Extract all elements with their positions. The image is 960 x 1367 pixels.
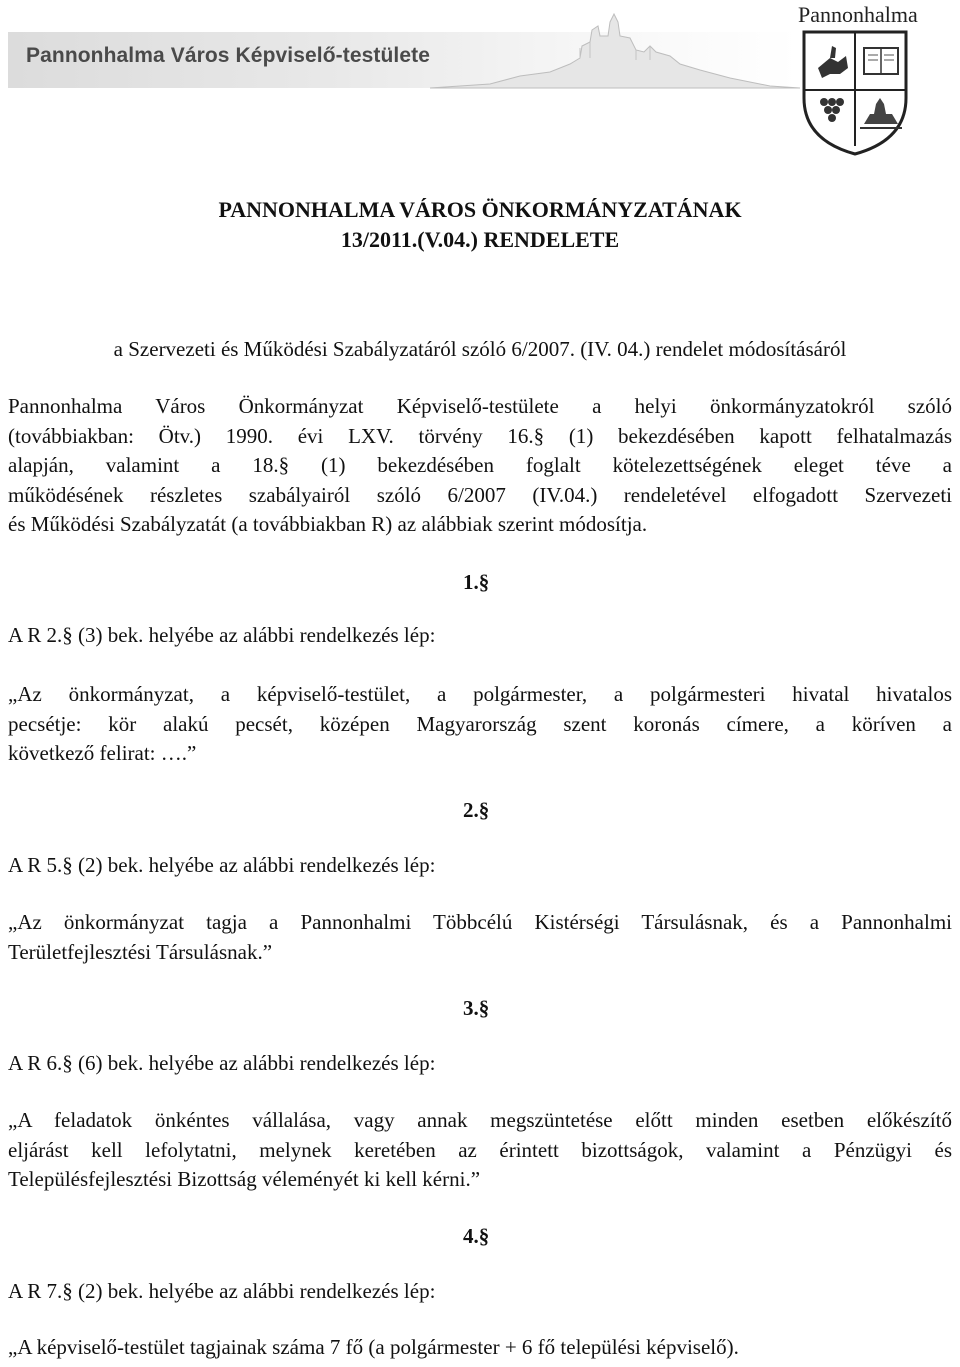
section-body-line: eljárást kell lefolytatni, melynek keretében az érintett bizottságok, valamint a Pénzügyi és: [8, 1137, 952, 1162]
document-subtitle: a Szervezeti és Működési Szabályzatáról szóló 6/2007. (IV. 04.) rendelet módosításáról: [113, 337, 847, 361]
section-body-line: „A feladatok önkéntes vállalása, vagy annak megszüntetése előtt minden esetben előkészítő: [8, 1108, 952, 1132]
preamble-line: alapján, valamint a 18.§ (1) bekezdésében foglalt kötelezettségének eleget téve a: [8, 453, 952, 477]
section-body-line: következő felirat: ….”: [8, 741, 197, 765]
preamble-line: Pannonhalma Város Önkormányzat Képviselő-testülete a helyi önkormányzatokról szóló: [8, 394, 952, 418]
crest-name: Pannonhalma: [798, 2, 918, 27]
section-body: [8, 1333, 952, 1363]
section-body-line: „Az önkormányzat tagja a Pannonhalmi Többcélú Kistérségi Társulásnak, és a Pannonhalmi: [8, 910, 952, 934]
banner-title: Pannonhalma Város Képviselő-testülete: [26, 44, 430, 67]
section-lead: A R 2.§ (3) bek. helyébe az alábbi rendelkezés lép:: [8, 623, 436, 647]
section-lead: A R 5.§ (2) bek. helyébe az alábbi rendelkezés lép:: [8, 853, 436, 877]
preamble-paragraph: [8, 392, 952, 540]
document-title-line1: PANNONHALMA VÁROS ÖNKORMÁNYZATÁNAK: [218, 197, 742, 222]
section-body-line: Településfejlesztési Bizottság véleményét ki kell kérni.”: [8, 1167, 481, 1191]
coat-of-arms-icon: [800, 28, 910, 156]
preamble-line: (továbbiakban: Ötv.) 1990. évi LXV. törvény 16.§ (1) bekezdésében kapott felhatalmazás: [8, 423, 952, 448]
section-number: 2.§: [463, 798, 490, 822]
section-lead: A R 7.§ (2) bek. helyébe az alábbi rendelkezés lép:: [8, 1279, 436, 1303]
section-number: 1.§: [463, 570, 490, 594]
preamble-line: működésének részletes szabályairól szóló 6/2007 (IV.04.) rendeletével elfogadott Szervezeti: [8, 482, 952, 507]
document-title-line2: 13/2011.(V.04.) RENDELETE: [340, 227, 620, 252]
section-lead: A R 6.§ (6) bek. helyébe az alábbi rendelkezés lép:: [8, 1051, 436, 1075]
section-body-line: „A képviselő-testület tagjainak száma 7 fő (a polgármester + 6 fő települési képviselő).: [8, 1335, 739, 1359]
section-body-line: „Az önkormányzat, a képviselő-testület, a polgármester, a polgármesteri hivatal hivatalos: [8, 682, 952, 706]
section-number: 3.§: [463, 996, 490, 1020]
letterhead-banner: [0, 0, 960, 160]
section-body-line: pecsétje: kör alakú pecsét, középen Magyarország szent koronás címere, a köríven a: [8, 711, 952, 736]
preamble-line: és Működési Szabályzatát (a továbbiakban R) az alábbiak szerint módosítja.: [8, 512, 648, 536]
section-body: [8, 908, 952, 967]
abbey-skyline-graphic: [430, 6, 800, 90]
section-number: 4.§: [463, 1224, 490, 1248]
section-body: [8, 680, 952, 769]
section-body-line: Területfejlesztési Társulásnak.”: [8, 939, 273, 964]
section-body: [8, 1106, 952, 1195]
